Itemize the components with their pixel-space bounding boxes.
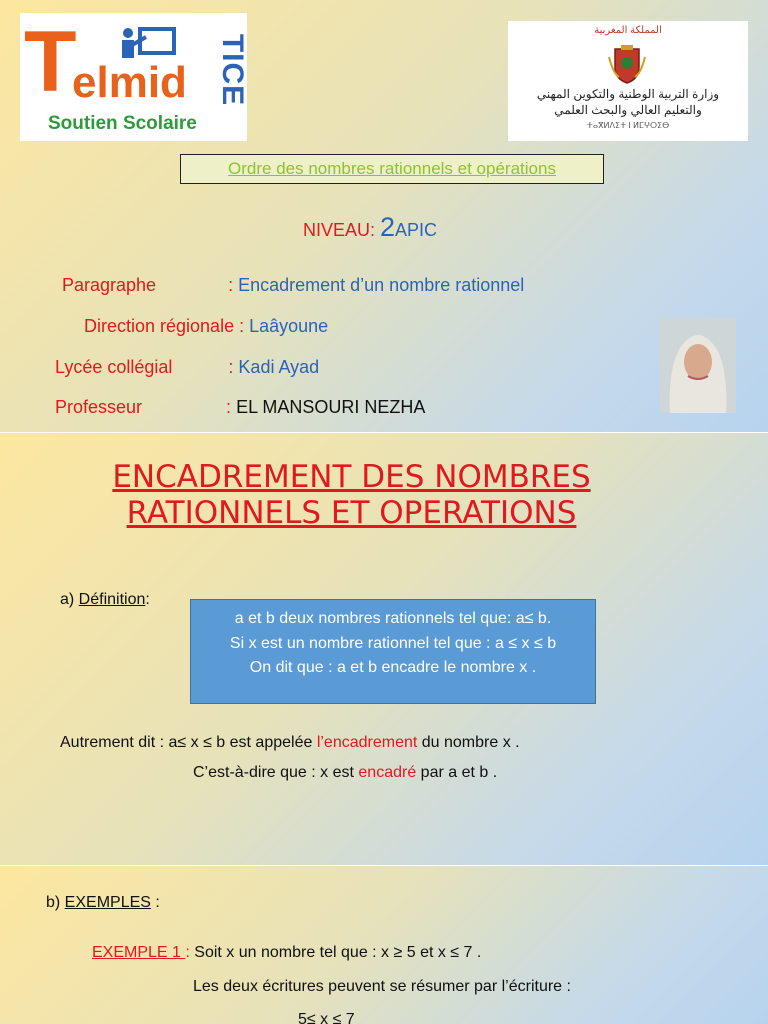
main-heading-line2: RATIONNELS ET OPERATIONS — [126, 495, 577, 531]
telmid-tice-logo — [20, 13, 250, 141]
definition-colon: : — [145, 591, 150, 608]
slide-3 — [0, 866, 768, 1024]
ministry-kingdom-text: المملكة المغربية — [594, 25, 662, 36]
definition-word: Définition — [78, 591, 146, 608]
info-label: Professeur — [55, 397, 143, 417]
info-value: Encadrement d’un nombre rationnel — [238, 275, 525, 295]
cad-highlight: encadré — [358, 764, 417, 781]
logo-tagline: Soutien Scolaire — [48, 113, 197, 134]
definition-line: a et b deux nombres rationnels tel que: a≤ b. — [234, 610, 552, 627]
info-label: Direction régionale — [84, 316, 235, 336]
teacher-photo — [660, 318, 736, 413]
info-value: Kadi Ayad — [238, 357, 320, 377]
info-colon: : — [228, 357, 239, 377]
info-label: Paragraphe — [62, 275, 157, 295]
definition-line: Si x est un nombre rationnel tel que : a ≤ x ≤ b — [229, 635, 557, 652]
example-1-text: Soit x un nombre tel que : x ≥ 5 et x ≤ 7 . — [189, 944, 482, 961]
examples-colon: : — [150, 894, 160, 911]
definition-label — [60, 591, 150, 609]
definition-line: On dit que : a et b encadre le nombre x . — [249, 659, 537, 676]
info-label: Lycée collégial — [55, 357, 173, 377]
info-row-professeur — [55, 397, 425, 418]
info-value: EL MANSOURI NEZHA — [236, 397, 426, 417]
niveau-level: APIC — [395, 220, 438, 240]
lesson-title: Ordre des nombres rationnels et opérations — [228, 159, 556, 178]
logo-letter-t: T — [24, 14, 77, 110]
example-1-result: 5≤ x ≤ 7 — [298, 1011, 355, 1024]
niveau-line — [0, 212, 740, 243]
autrement-dit-text — [60, 734, 520, 752]
niveau-number: 2 — [379, 212, 396, 242]
coat-of-arms-icon — [607, 43, 647, 85]
ministry-name-line2: والتعليم العالي والبحث العلمي — [554, 103, 702, 117]
autrement-highlight: l’encadrement — [316, 734, 418, 751]
cad-text-a: C’est-à-dire que : x est — [193, 764, 359, 781]
info-row-direction — [84, 316, 328, 337]
slide-2 — [0, 433, 768, 865]
autrement-text-a: Autrement dit : a≤ x ≤ b est appelée — [60, 734, 317, 751]
info-row-lycee — [55, 357, 319, 378]
example-1-label: EXEMPLE 1 — [92, 944, 186, 961]
logo-brand-text: elmid — [72, 58, 187, 107]
autrement-text-b: du nombre x . — [417, 734, 520, 751]
main-heading — [0, 459, 703, 531]
examples-prefix: b) — [46, 894, 65, 911]
info-colon: : — [228, 275, 239, 295]
logo-tice-text: TICE — [216, 33, 250, 107]
definition-box — [190, 599, 596, 704]
main-heading-line1: ENCADREMENT DES NOMBRES — [112, 459, 591, 495]
slide-1 — [0, 0, 768, 432]
examples-word: EXEMPLES — [64, 894, 151, 911]
lesson-title-box — [180, 154, 604, 184]
ministry-logo — [508, 21, 748, 141]
info-value: Laâyoune — [249, 316, 329, 336]
teacher-portrait-icon — [660, 318, 736, 413]
info-colon: : — [234, 316, 250, 336]
niveau-label: NIVEAU: — [302, 220, 380, 240]
examples-label — [46, 894, 160, 912]
cad-text-b: par a et b . — [416, 764, 498, 781]
cest-a-dire-text — [193, 764, 497, 782]
example-1-colon: : — [185, 944, 190, 961]
definition-prefix: a) — [60, 591, 79, 608]
info-row-paragraphe — [62, 275, 524, 296]
ministry-name-tifinagh: ⵜⴰⴳⵍⴷⵉⵜ ⵏ ⵍⵎⵖⵔⵉⴱ — [586, 121, 670, 130]
info-colon: : — [226, 397, 237, 417]
example-1-line — [92, 944, 481, 962]
example-1-explanation: Les deux écritures peuvent se résumer par l’écriture : — [193, 978, 571, 995]
ministry-name-line1: وزارة التربية الوطنية والتكوين المهني — [536, 87, 720, 101]
